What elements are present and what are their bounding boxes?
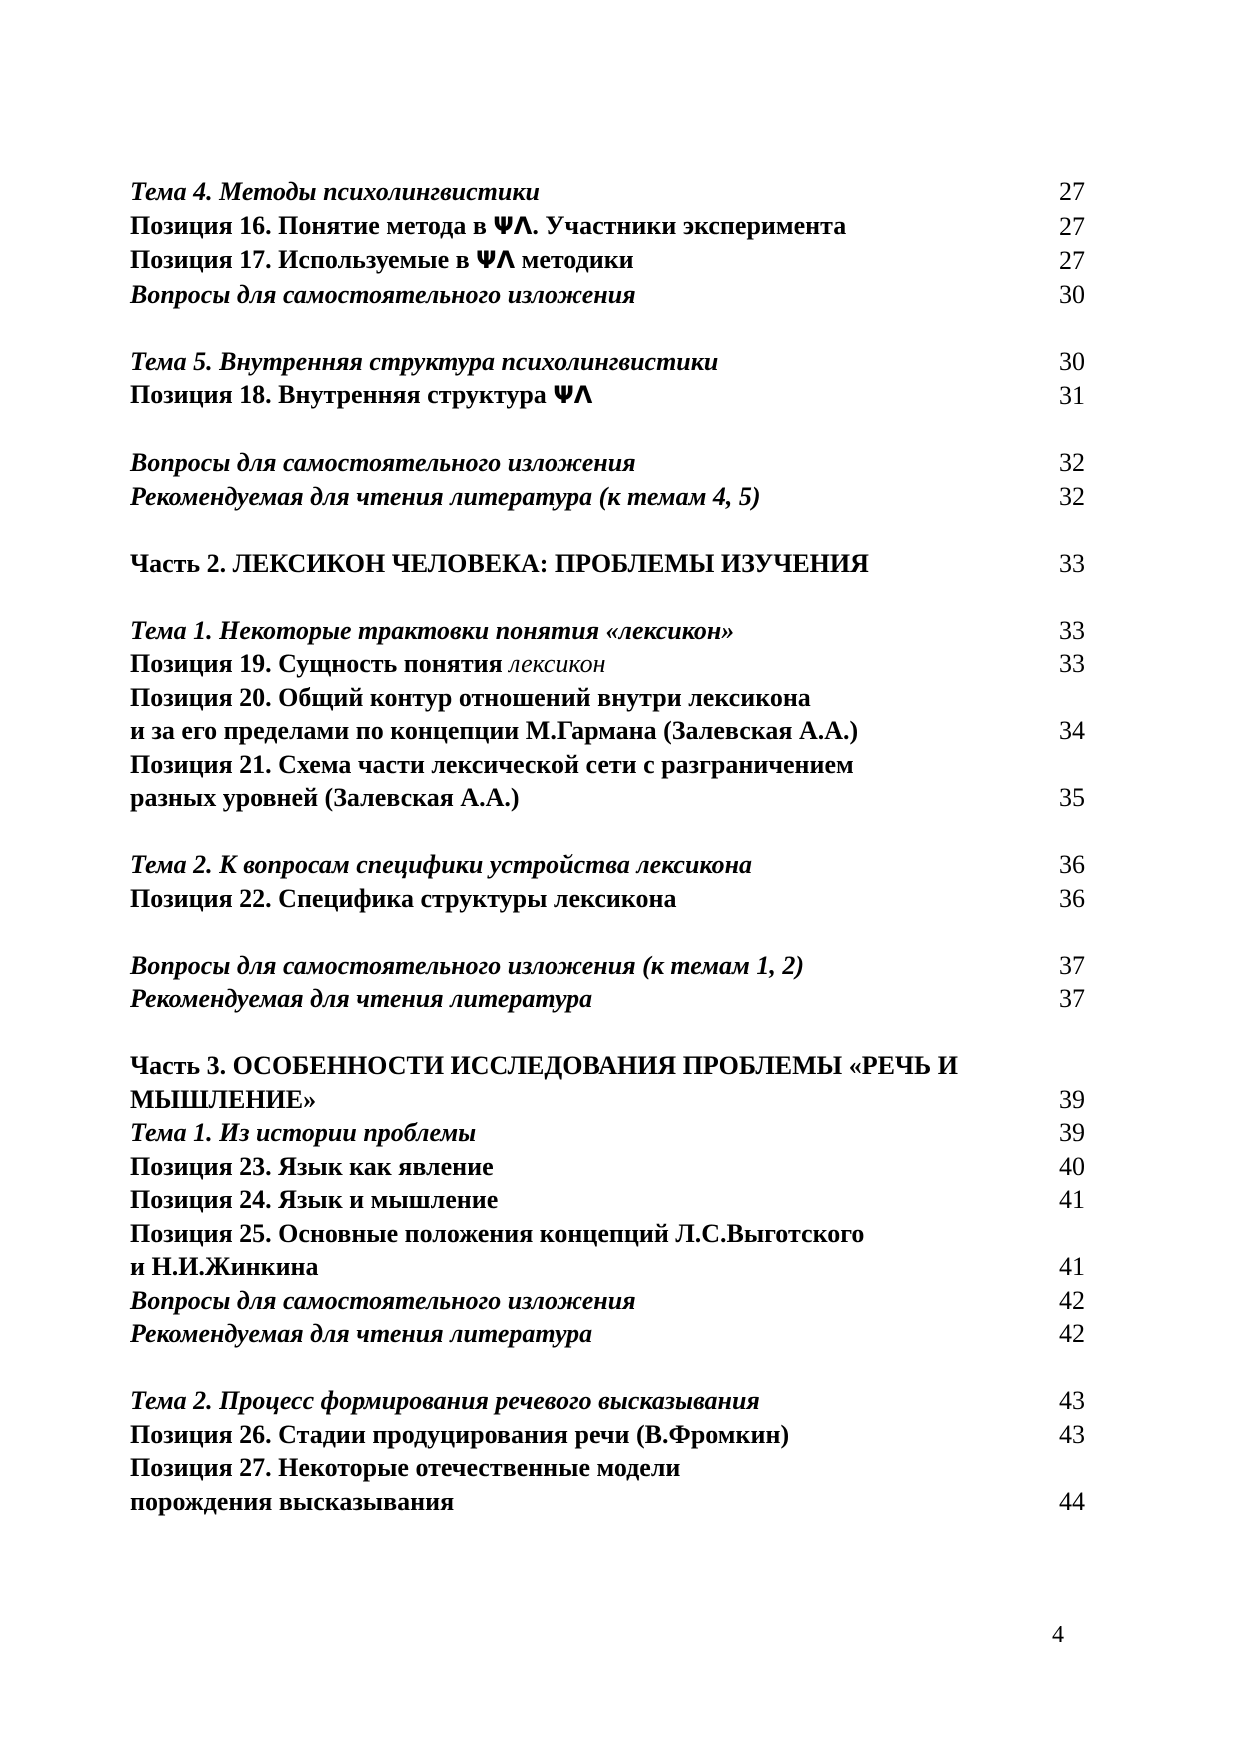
entry-title-prefix: Позиция 16. Понятие метода в <box>130 210 487 240</box>
entry-title <box>130 209 846 244</box>
entry-title: Тема 2. К вопросам специфики устройства лексикона <box>130 850 753 879</box>
entry-page: 36 <box>1059 883 1085 913</box>
toc-entry-literature-4-5[interactable] <box>130 480 1085 514</box>
entry-page: 27 <box>1059 246 1085 275</box>
toc-entry-position-26[interactable] <box>130 1418 1085 1452</box>
entry-title: Позиция 21. Схема части лексической сети с разграничением <box>130 749 854 779</box>
toc-entry-position-21-line-1[interactable] <box>130 748 1085 782</box>
entry-title: Позиция 23. Язык как явление <box>130 1151 494 1181</box>
entry-page: 36 <box>1059 850 1085 879</box>
entry-title: Тема 2. Процесс формирования речевого высказывания <box>130 1386 760 1415</box>
entry-page: 30 <box>1059 279 1085 309</box>
toc-entry-part3-topic-1[interactable] <box>130 1116 1085 1150</box>
entry-page: 44 <box>1059 1486 1085 1516</box>
entry-title: МЫШЛЕНИЕ» <box>130 1084 317 1114</box>
psi-lambda-symbol: ΨΛ <box>476 246 516 274</box>
entry-title: Позиция 27. Некоторые отечественные модели <box>130 1453 681 1482</box>
toc-entry-position-20-line-1[interactable] <box>130 681 1085 715</box>
entry-title-prefix: Позиция 17. Используемые в <box>130 245 470 274</box>
entry-page: 39 <box>1059 1084 1085 1114</box>
toc-entry-part-3-line-2[interactable] <box>130 1083 1085 1117</box>
entry-title: Позиция 24. Язык и мышление <box>130 1185 499 1214</box>
entry-title-prefix: Позиция 19. Сущность понятия <box>130 649 503 678</box>
psi-lambda-symbol: ΨΛ <box>493 211 533 240</box>
entry-page: 33 <box>1059 615 1085 645</box>
entry-page: 34 <box>1059 716 1085 745</box>
entry-title: Тема 5. Внутренняя структура психолингвистики <box>130 346 719 376</box>
toc-entry-part-3-line-1[interactable] <box>130 1049 1085 1083</box>
toc-entry-position-25-line-2[interactable] <box>130 1250 1085 1284</box>
toc-entry-questions-1-2[interactable] <box>130 949 1085 983</box>
entry-title: Часть 2. ЛЕКСИКОН ЧЕЛОВЕКА: ПРОБЛЕМЫ ИЗУЧЕНИЯ <box>130 548 869 578</box>
entry-title: Рекомендуемая для чтения литература (к темам 4, 5) <box>130 481 761 511</box>
toc-entry-position-25-line-1[interactable] <box>130 1217 1085 1251</box>
spacer <box>130 513 1085 547</box>
entry-title <box>130 378 592 413</box>
entry-page: 33 <box>1059 548 1085 578</box>
spacer <box>130 580 1085 614</box>
toc-entry-questions-5[interactable] <box>130 446 1085 480</box>
toc-entry-position-27-line-1[interactable] <box>130 1451 1085 1485</box>
entry-page: 30 <box>1059 346 1085 376</box>
entry-title: Позиция 22. Специфика структуры лексикона <box>130 883 677 913</box>
toc-entry-questions-part-3[interactable] <box>130 1284 1085 1318</box>
entry-title: Рекомендуемая для чтения литература <box>130 1319 593 1348</box>
entry-page: 35 <box>1059 783 1085 812</box>
toc-entry-position-22[interactable] <box>130 882 1085 916</box>
entry-title-suffix: методики <box>521 245 634 274</box>
entry-page: 33 <box>1059 649 1085 678</box>
entry-page: 32 <box>1059 481 1085 511</box>
toc-entry-position-19[interactable] <box>130 647 1085 681</box>
toc-entry-topic-5[interactable] <box>130 345 1085 379</box>
toc-entry-part-2[interactable] <box>130 547 1085 581</box>
entry-title: Вопросы для самостоятельного изложения <box>130 279 636 309</box>
entry-title: Тема 1. Некоторые трактовки понятия «лексикон» <box>130 615 735 645</box>
entry-title: Позиция 26. Стадии продуцирования речи (В.Фромкин) <box>130 1419 790 1449</box>
entry-page: 37 <box>1059 950 1085 980</box>
entry-page: 41 <box>1059 1185 1085 1214</box>
entry-page: 31 <box>1059 381 1085 410</box>
entry-title: Тема 1. Из истории проблемы <box>130 1118 477 1147</box>
entry-title: Рекомендуемая для чтения литература <box>130 984 593 1013</box>
spacer <box>130 1351 1085 1385</box>
toc-entry-position-17[interactable] <box>130 243 1085 278</box>
toc-entry-position-27-line-2[interactable] <box>130 1485 1085 1519</box>
toc-entry-part2-topic-1[interactable] <box>130 614 1085 648</box>
entry-title: Вопросы для самостоятельного изложения <box>130 448 636 477</box>
entry-title <box>130 647 605 681</box>
spacer <box>130 1016 1085 1050</box>
entry-page: 27 <box>1059 177 1085 206</box>
spacer <box>130 311 1085 345</box>
toc-entry-position-20-line-2[interactable] <box>130 714 1085 748</box>
entry-title-suffix: . Участники эксперимента <box>532 210 847 240</box>
entry-title <box>130 243 634 278</box>
entry-page: 37 <box>1059 984 1085 1013</box>
toc-entry-literature-part-2[interactable] <box>130 982 1085 1016</box>
entry-page: 40 <box>1059 1151 1085 1181</box>
toc-entry-position-16[interactable] <box>130 209 1085 244</box>
spacer <box>130 815 1085 849</box>
entry-title: Вопросы для самостоятельного изложения <box>130 1285 636 1315</box>
psi-lambda-symbol: ΨΛ <box>553 381 593 409</box>
entry-title: Тема 4. Методы психолингвистики <box>130 177 541 206</box>
toc-entry-position-23[interactable] <box>130 1150 1085 1184</box>
entry-page: 43 <box>1059 1386 1085 1415</box>
entry-page: 27 <box>1059 211 1085 241</box>
entry-page: 43 <box>1059 1419 1085 1449</box>
spacer <box>130 915 1085 949</box>
toc-entry-questions-4[interactable] <box>130 278 1085 312</box>
entry-title: Позиция 20. Общий контур отношений внутри лексикона <box>130 682 811 712</box>
entry-title: и за его пределами по концепции М.Гармана (Залевская А.А.) <box>130 716 859 745</box>
toc-entry-part3-topic-2[interactable] <box>130 1384 1085 1418</box>
toc-entry-position-21-line-2[interactable] <box>130 781 1085 815</box>
toc-entry-topic-4[interactable] <box>130 175 1085 209</box>
toc-entry-literature-part-3[interactable] <box>130 1317 1085 1351</box>
entry-title: Вопросы для самостоятельного изложения (к темам 1, 2) <box>130 950 804 980</box>
table-of-contents <box>130 175 1085 1518</box>
entry-title: порождения высказывания <box>130 1486 455 1516</box>
entry-page: 42 <box>1059 1319 1085 1348</box>
spacer <box>130 413 1085 447</box>
entry-title: Позиция 25. Основные положения концепций Л.С.Выготского <box>130 1218 865 1248</box>
toc-entry-part2-topic-2[interactable] <box>130 848 1085 882</box>
toc-entry-position-18[interactable] <box>130 378 1085 413</box>
entry-page: 32 <box>1059 448 1085 477</box>
toc-entry-position-24[interactable] <box>130 1183 1085 1217</box>
entry-page: 39 <box>1059 1118 1085 1147</box>
entry-title-term: лексикон <box>509 649 606 678</box>
entry-title: Часть 3. ОСОБЕННОСТИ ИССЛЕДОВАНИЯ ПРОБЛЕМЫ «РЕЧЬ И <box>130 1051 958 1080</box>
entry-title-prefix: Позиция 18. Внутренняя структура <box>130 380 547 409</box>
entry-title: разных уровней (Залевская А.А.) <box>130 783 520 812</box>
page-number: 4 <box>1052 1622 1064 1648</box>
entry-page: 41 <box>1059 1252 1085 1281</box>
entry-page: 42 <box>1059 1285 1085 1315</box>
entry-title: и Н.И.Жинкина <box>130 1252 319 1281</box>
